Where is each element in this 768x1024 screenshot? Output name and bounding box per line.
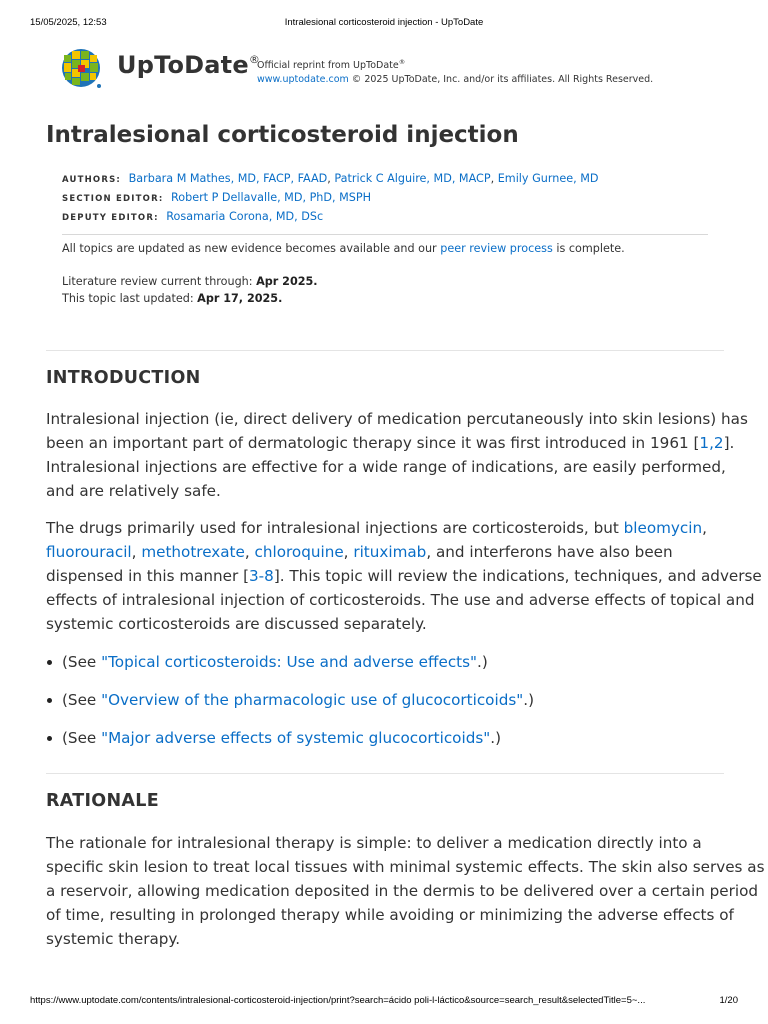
divider: [62, 234, 708, 235]
see-also-link[interactable]: "Major adverse effects of systemic glucocorticoids": [101, 729, 491, 747]
authors-row: AUTHORS: Barbara M Mathes, MD, FACP, FAAD, Patrick C Alguire, MD, MACP, Emily Gurnee, MD: [62, 172, 599, 185]
bullet-icon: [47, 698, 52, 703]
reference-link[interactable]: 1,2: [699, 434, 724, 452]
drug-link[interactable]: bleomycin: [623, 519, 703, 537]
drug-link[interactable]: chloroquine: [254, 543, 344, 561]
print-footer: [30, 995, 738, 1009]
literature-status: Literature review current through: Apr 2025. This topic last updated: Apr 17, 2025.: [62, 275, 318, 305]
list-item: (See "Topical corticosteroids: Use and adverse effects".): [46, 650, 726, 688]
intro-paragraph-1: Intralesional injection (ie, direct delivery of medication percutaneously into skin lesions) has been an important part of dermatologic therapy since it was first introduced in 1961 [1,2]. Intralesional injections are effective for a wide range of indications, are easily performed, and are relatively safe.: [46, 410, 748, 500]
list-item: (See "Overview of the pharmacologic use of glucocorticoids".): [46, 688, 726, 726]
reference-link[interactable]: 3-8: [249, 567, 274, 585]
author-link[interactable]: Barbara M Mathes, MD, FACP, FAAD: [128, 172, 328, 185]
section-divider: [46, 350, 724, 351]
drug-link[interactable]: rituximab: [353, 543, 427, 561]
rationale-paragraph: The rationale for intralesional therapy is simple: to deliver a medication directly into a specific skin lesion to treat local tissues with minimal systemic effects. The skin also serves as a reservoir, allowing medication deposited in the dermis to be delivered over a certain period of time, resulting in prolonged therapy while avoiding or minimizing the adverse effects of systemic therapy.: [46, 834, 765, 948]
see-also-link[interactable]: "Overview of the pharmacologic use of glucocorticoids": [101, 691, 524, 709]
section-editor-row: SECTION EDITOR: Robert P Dellavalle, MD, PhD, MSPH: [62, 191, 372, 204]
intro-paragraph-2: The drugs primarily used for intralesional injections are corticosteroids, but bleomycin, fluorouracil, methotrexate, chloroquine, rituximab, and interferons have also been dispensed in this manner [3-8]. This topic will review the indications, techniques, and adverse effects of intralesional injection of corticosteroids. The use and adverse effects of topical and systemic corticosteroids are discussed separately.: [46, 519, 762, 633]
updated-date: Apr 17, 2025.: [197, 292, 283, 305]
section-heading-introduction: INTRODUCTION: [46, 368, 201, 388]
print-page-title: Intralesional corticosteroid injection - UpToDate: [284, 17, 484, 28]
print-url: https://www.uptodate.com/contents/intralesional-corticosteroid-injection/print?search=ácido poli-l-láctico&source=search_result&selectedTitle=5~...: [30, 995, 646, 1006]
author-link[interactable]: Patrick C Alguire, MD, MACP: [334, 172, 491, 185]
bullet-icon: [47, 660, 52, 665]
page-number: 1/20: [719, 995, 738, 1006]
see-also-link[interactable]: "Topical corticosteroids: Use and adverse effects": [101, 653, 478, 671]
print-header: [30, 17, 738, 31]
section-heading-rationale: RATIONALE: [46, 791, 159, 811]
reprint-notice: Official reprint from UpToDate® www.uptodate.com © 2025 UpToDate, Inc. and/or its affiliates. All Rights Reserved.: [257, 58, 654, 86]
drug-link[interactable]: methotrexate: [141, 543, 245, 561]
uptodate-link[interactable]: www.uptodate.com: [257, 74, 349, 86]
brand-header: [61, 48, 721, 92]
list-item: (See "Major adverse effects of systemic glucocorticoids".): [46, 726, 726, 764]
drug-link[interactable]: fluorouracil: [46, 543, 132, 561]
uptodate-logo-icon: [61, 48, 101, 88]
page-title: Intralesional corticosteroid injection: [46, 122, 519, 148]
deputy-editor-row: DEPUTY EDITOR: Rosamaria Corona, MD, DSc: [62, 210, 324, 223]
author-link[interactable]: Emily Gurnee, MD: [497, 172, 599, 185]
topic-meta: [62, 170, 599, 227]
update-note: All topics are updated as new evidence becomes available and our peer review process is complete.: [62, 242, 625, 255]
see-also-list: [46, 650, 726, 764]
section-editor-link[interactable]: Robert P Dellavalle, MD, PhD, MSPH: [170, 191, 372, 204]
review-date: Apr 2025.: [256, 275, 318, 288]
section-divider: [46, 773, 724, 774]
bullet-icon: [47, 736, 52, 741]
print-datetime: 15/05/2025, 12:53: [30, 17, 107, 28]
brand-name: UpToDate®: [117, 51, 261, 79]
deputy-editor-link[interactable]: Rosamaria Corona, MD, DSc: [166, 210, 324, 223]
peer-review-link[interactable]: peer review process: [440, 242, 553, 255]
